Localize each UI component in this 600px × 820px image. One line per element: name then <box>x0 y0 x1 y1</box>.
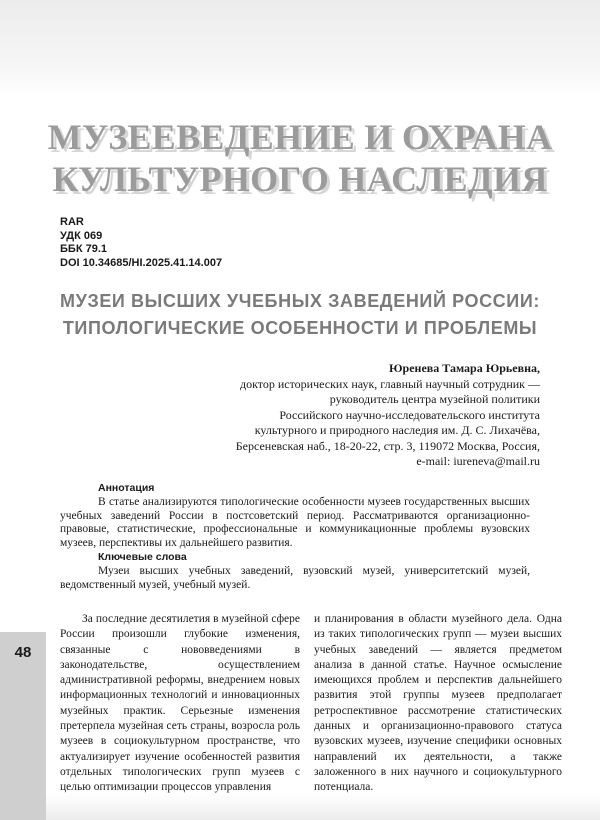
bibliographic-codes <box>60 216 222 270</box>
body-column-right <box>314 612 562 796</box>
abstract-text: В статье анализируются типологические особенности музеев государственных высших учебных заведений России в постсоветский период. Рассматриваются организационно-правовые, статистические, профессиональные и коммуникационные проблемы вузовских музеев, перспективы их дальнейшего развития. <box>60 495 530 550</box>
article-title-line-2: ТИПОЛОГИЧЕСКИЕ ОСОБЕННОСТИ И ПРОБЛЕМЫ <box>62 318 538 338</box>
keywords-heading: Ключевые слова <box>98 550 187 563</box>
header-band <box>0 0 600 96</box>
footer-band <box>0 794 600 820</box>
author-block <box>80 361 540 470</box>
keywords-text: Музеи высших учебных заведений, вузовский музей, университетский музей, ведомственный музей, учебный музей. <box>60 564 530 591</box>
rar-code: RAR <box>60 216 84 228</box>
author-affiliation-line: доктор исторических наук, главный научный сотрудник — <box>239 376 540 391</box>
doi-code: DOI 10.34685/HI.2025.41.14.007 <box>60 256 223 269</box>
author-name: Юренева Тамара Юрьевна, <box>389 361 540 375</box>
body-paragraph: и планирования в области музейного дела. Одна из таких типологических групп — музеи высших учебных заведений — является предметом анализа в данной статье. Научное осмысление имеющихся проблем и перспектив дальнейшего развития этой группы музеев предполагает ретроспективное рассмотрение статистических данных и организационно-правового статуса вузовских музеев, изучение специфики основных направлений их деятельности, а также заложенного в них научного и социокультурного потенциала. <box>314 613 562 794</box>
abstract-block <box>60 482 530 592</box>
section-title <box>0 116 600 200</box>
author-email: e-mail: iureneva@mail.ru <box>416 454 540 468</box>
bbk-code: ББК 79.1 <box>60 243 107 255</box>
section-title-line-2: КУЛЬТУРНОГО НАСЛЕДИЯ <box>52 159 548 199</box>
body-paragraph: За последние десятилетия в музейной сфере России произошли глубокие изменения, связанные с нововведениями в законодательстве, осуществлением административной реформы, внедрением новых информационных технологий и инновационных музейных практик. Серьезные изменения претерпела музейная сеть страны, возросла роль музеев в социокультурном пространстве, что актуализирует изучение особенностей развития отдельных типологических групп музеев с целью оптимизации процессов управления <box>60 613 300 794</box>
author-affiliation-line: руководитель центра музейной политики <box>329 392 540 406</box>
author-affiliation-line: культурного и природного наследия им. Д. С. Лихачёва, <box>254 423 540 437</box>
page-number: 48 <box>14 644 32 661</box>
author-affiliation-line: Российского научно-исследовательского института <box>279 407 540 422</box>
author-address: Берсеневская наб., 18-20-22, стр. 3, 119072 Москва, Россия, <box>235 438 540 453</box>
body-column-left <box>60 612 300 796</box>
section-title-line-1: МУЗЕЕВЕДЕНИЕ И ОХРАНА <box>47 117 553 157</box>
udk-code: УДК 069 <box>60 229 103 242</box>
article-title-line-1: МУЗЕИ ВЫСШИХ УЧЕБНЫХ ЗАВЕДЕНИЙ РОССИИ: <box>60 291 540 311</box>
article-title <box>0 288 600 342</box>
abstract-heading: Аннотация <box>98 482 155 494</box>
